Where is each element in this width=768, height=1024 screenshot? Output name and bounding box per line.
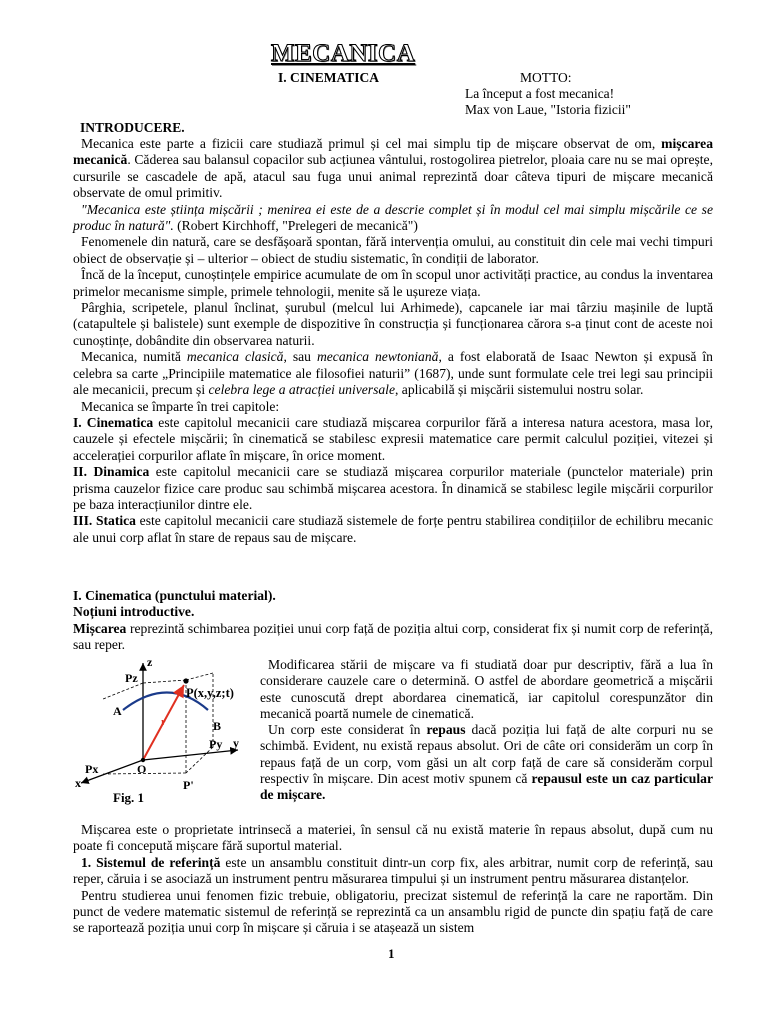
- section-heading-2: Noțiuni introductive.: [73, 604, 195, 620]
- chapter-dinamica: [73, 464, 713, 513]
- motto-label: MOTTO:: [520, 70, 572, 85]
- intro-paragraph-3: Încă de la început, cunoștințele empirice acumulate de om în scopul unor activități practice, au condus la inventarea primelor mecanisme simple, primele tehnologii, menite să le ușureze viața.: [73, 267, 713, 299]
- intro-paragraph-6: Mecanica se împarte în trei capitole:: [81, 398, 280, 414]
- italic-term: celebra lege a atracției universale: [208, 382, 395, 398]
- label-pz: Pz: [125, 671, 138, 685]
- intro-paragraph-4: Pârghia, scripetele, planul înclinat, șurubul (melcul lui Arhimede), capcanele iar mai târziu mașinile de luptă (catapultele și balistele) sunt exemple de dispozitive în construcția și funcționarea cărora s-a ținut cont de aceste noi cunoștințe, dobândite din observarea naturii.: [73, 300, 713, 348]
- text-run: reprezintă schimbarea poziției unui corp față de poziția altui corp, considerat fix și numit corp de referință, sau reper.: [73, 620, 713, 653]
- bold-term: III. Statica: [73, 513, 136, 529]
- intro-body: [73, 136, 713, 546]
- label-z: z: [147, 655, 153, 669]
- text-run: este capitolul mecanicii care studiază sistemele de forțe pentru stabilirea condițiilor de echilibru mecanic ale unui corp aflat în stare de repaus sau de mișcare.: [73, 513, 714, 545]
- label-x: x: [75, 776, 81, 790]
- quote-text: "Mecanica este știința mișcării ; menirea ei este de a descrie complet și în modul cel mai simplu mișcările ce se produc în natură".: [73, 201, 713, 234]
- text-run: Un corp este considerat în: [268, 722, 427, 738]
- italic-term: mecanica newtoniană: [316, 349, 439, 365]
- section-paragraph-2: Mișcarea este o proprietate intrinsecă a materiei, în sensul că nu există materie în repaus absolut, după cum nu poate fi concepută mișcare fără suportul material.: [73, 822, 713, 854]
- chapter-cinematica: [73, 415, 713, 464]
- text-run: , sau: [283, 349, 317, 365]
- intro-heading: INTRODUCERE.: [80, 120, 185, 135]
- section-body-lower: [73, 822, 713, 937]
- quote-source: (Robert Kirchhoff, "Prelegeri de mecanică"): [173, 218, 418, 234]
- bold-term: Mișcarea: [73, 620, 127, 636]
- point-p: [183, 678, 188, 683]
- intro-paragraph-1: [73, 136, 713, 202]
- label-y: y: [233, 736, 239, 750]
- page-number: 1: [388, 946, 395, 961]
- section-paragraph-4: Pentru studierea unui fenomen fizic trebuie, obligatoriu, precizat sistemul de referință la care ne raportăm. Din punct de vedere matematic sistemul de referință se reprezintă ca un ansamblu rigid de puncte din spațiu față de care se raportează poziția unui corp în mișcare și căruia i se atașează un sistem: [73, 887, 713, 936]
- motto-line-2: Max von Laue, "Istoria fizicii": [465, 102, 631, 117]
- chapter-statica: [73, 513, 713, 546]
- bold-term: 1. Sistemul de referință: [81, 854, 221, 870]
- section-heading-1: I. Cinematica (punctului material).: [73, 588, 276, 603]
- motto-line-1: La început a fost mecanica!: [465, 86, 615, 101]
- y-axis: [143, 750, 238, 760]
- bold-term: mișcarea mecanică: [73, 136, 713, 168]
- section-heading-block: [73, 588, 713, 654]
- figure-caption: Fig. 1: [113, 790, 145, 805]
- bold-term: II. Dinamica: [73, 464, 150, 480]
- text-run: . Căderea sau balansul copacilor sub acțiunea vântului, rostogolirea pietrelor, ploaia care nu se mai oprește, cursurile se cascadele de apă, atacul sau fuga unui animal reprezintă doar câteva tipuri de mișcare mecanică observate de omul primitiv.: [73, 152, 713, 201]
- italic-term: mecanica clasică: [186, 349, 284, 365]
- bold-term: repausul este un caz particular de mișcare.: [260, 771, 713, 803]
- descriptive-paragraph: Modificarea stării de mișcare va fi studiată doar pur descriptiv, fără a lua în considerare cauzele care o determină. O astfel de abordare geometrică a mișcării este cunoscută drept abordarea cinematică, iar capitolul corespunzător din mecanică poartă numele de cinematică.: [260, 657, 713, 721]
- label-p: P(x,y,z;t): [186, 686, 234, 700]
- label-o: O: [137, 762, 147, 776]
- text-run: este capitolul mecanicii care studiază mișcarea corpurilor fără a interesa natura acestora, masa lor, cauzele și efectele mișcării; în cinematică se stabilesc expresii matematice care permit calculul poziției, vitezei și accelerației corpurilor aflate în mișcare, în orice moment.: [73, 414, 713, 463]
- chapter-subtitle: I. CINEMATICA: [278, 70, 380, 85]
- label-b: B: [213, 719, 222, 733]
- text-run: Mecanica este parte a fizicii care studiază primul și cel mai simplu tip de mișcare observat de om,: [81, 136, 662, 151]
- bold-term: I. Cinematica: [73, 414, 154, 430]
- intro-paragraph-2: Fenomenele din natură, care se desfășoară spontan, fără intervenția omului, au constituit din cele mai vechi timpuri obiect de observație și – ulterior – obiect de studiu sistematic, în condiții de laborator.: [73, 234, 713, 266]
- right-column-text: [260, 657, 713, 804]
- bold-term: repaus: [426, 722, 466, 738]
- text-run: este un ansamblu constituit dintr-un corp fix, ales arbitrar, numit corp de referință, sau reper, căruia i se asociază un instrument pentru măsurarea timpului și un instrument pentru măsurarea distanțelor.: [73, 854, 713, 887]
- text-run: este capitolul mecanicii care se studiază mișcarea corpurilor materiale (punctelor materiale) prin prisma cauzelor fizice care produc sau schimbă mișcarea acestora. În dinamică se stabilesc legile mișcării corpurilor pe baza interacțiunilor dintre ele.: [73, 464, 713, 512]
- section-paragraph-3: [73, 855, 713, 888]
- figure-1-coordinate-system: [73, 655, 253, 805]
- text-run: dacă poziția lui față de alte corpuri nu se schimbă. Evident, nu există repaus absolut. Ori de câte ori considerăm un corp în repaus față de un corp, vom găsi un alt corp față de care să considerăm corpul respectiv în mișcare. Din acest motiv spunem că: [260, 722, 713, 787]
- label-py: Py: [209, 737, 223, 751]
- text-run: , a fost elaborată de Isaac Newton și expusă în celebra sa carte „Principiile matematice ale filosofiei naturii” (1687), unde sunt formulate cele trei legi sau principii ale mecanicii, precum și: [73, 349, 713, 398]
- repaus-paragraph: [260, 722, 713, 803]
- label-pprime: P': [183, 778, 194, 792]
- text-run: , aplicabilă și mișcării sistemului nostru solar.: [394, 382, 644, 398]
- intro-paragraph-5: [73, 349, 713, 398]
- label-r: r: [161, 717, 166, 728]
- label-a: A: [113, 704, 122, 718]
- text-run: Mecanica, numită: [81, 349, 187, 365]
- kirchhoff-quote: [73, 202, 713, 235]
- label-px: Px: [85, 762, 99, 776]
- section-paragraph-1: [73, 621, 713, 654]
- document-title: MECANICA: [271, 40, 416, 67]
